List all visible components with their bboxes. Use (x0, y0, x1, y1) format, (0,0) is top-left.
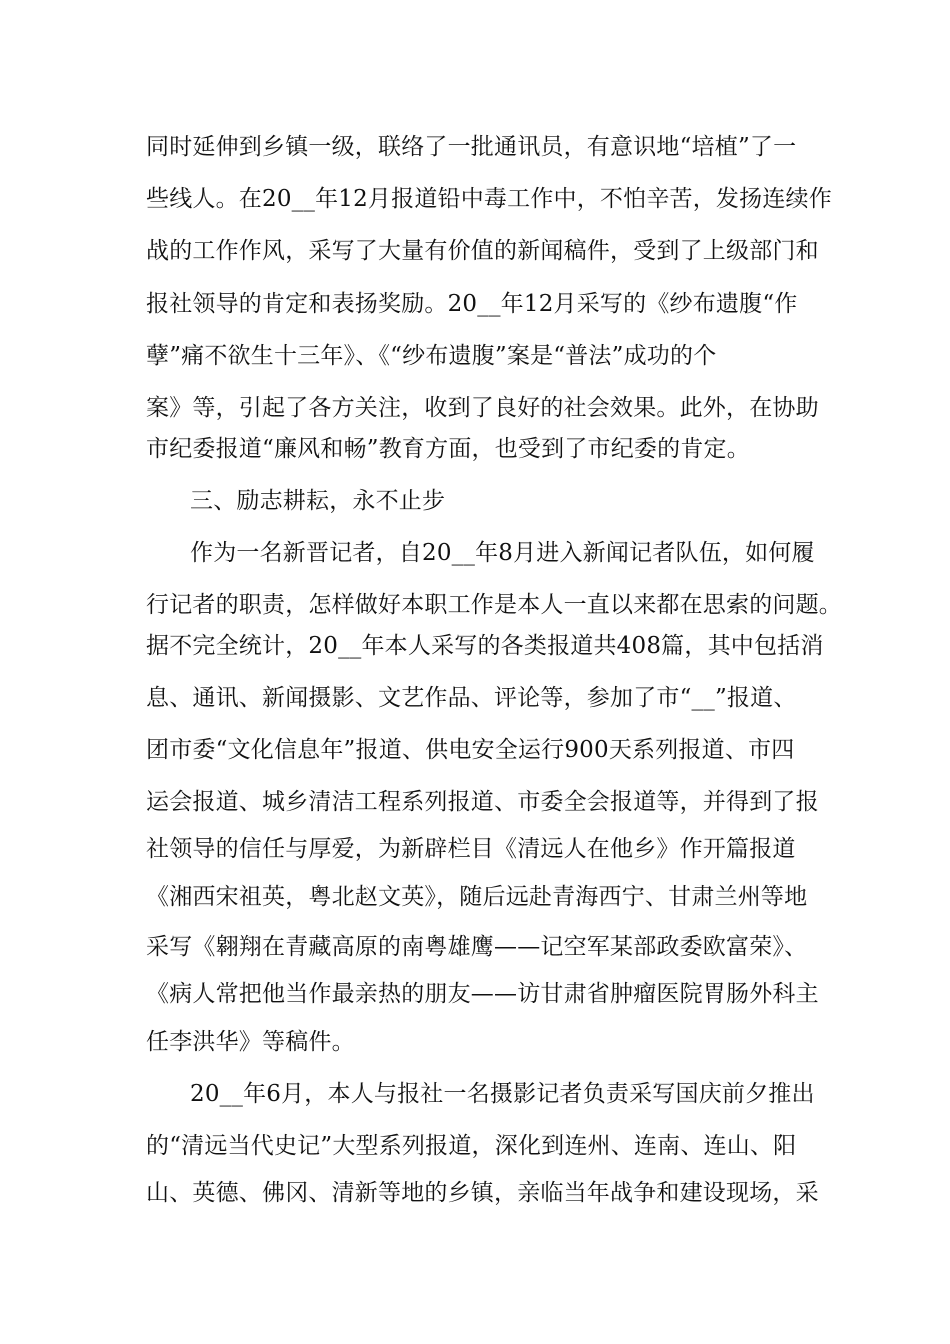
text-line: 行记者的职责，怎样做好本职工作是本人一直以来都在思索的问题。 (146, 592, 842, 618)
text-line: 的“清远当代史记”大型系列报道，深化到连州、连南、连山、阳 (146, 1133, 797, 1159)
text-line: 同时延伸到乡镇一级，联络了一批通讯员，有意识地“培植”了一 (146, 134, 797, 160)
text-line: 运会报道、城乡清洁工程系列报道、市委全会报道等，并得到了报 (146, 789, 819, 815)
section-heading: 三、励志耕耘，永不止步 (190, 488, 446, 514)
text-line: 孽”痛不欲生十三年》、《“纱布遗腹”案是“普法”成功的个 (146, 343, 717, 369)
text-line: 社领导的信任与厚爱，为新辟栏目《清远人在他乡》作开篇报道 (146, 836, 796, 862)
text-line: 《病人常把他当作最亲热的朋友——访甘肃省肿瘤医院胃肠外科主 (146, 981, 819, 1007)
text-line: 20__年6月，本人与报社一名摄影记者负责采写国庆前夕推出 (190, 1081, 815, 1107)
text-line: 市纪委报道“廉风和畅”教育方面，也受到了市纪委的肯定。 (146, 436, 750, 462)
text-line: 些线人。在20__年12月报道铅中毒工作中，不怕辛苦，发扬连续作 (146, 186, 832, 212)
text-line: 报社领导的肯定和表扬奖励。20__年12月采写的《纱布遗腹“作 (146, 291, 798, 317)
text-line: 团市委“文化信息年”报道、供电安全运行900天系列报道、市四 (146, 737, 795, 763)
text-line: 息、通讯、新闻摄影、文艺作品、评论等，参加了市“__”报道、 (146, 685, 797, 711)
text-line: 任李洪华》等稿件。 (146, 1029, 355, 1055)
text-line: 案》等，引起了各方关注，收到了良好的社会效果。此外，在协助 (146, 395, 819, 421)
text-line: 采写《翱翔在青藏高原的南粤雄鹰——记空军某部政委欧富荣》、 (146, 934, 808, 960)
text-line: 战的工作作风，采写了大量有价值的新闻稿件，受到了上级部门和 (146, 238, 819, 264)
text-line: 山、英德、佛冈、清新等地的乡镇，亲临当年战争和建设现场，采 (146, 1180, 819, 1206)
text-line: 《湘西宋祖英，粤北赵文英》，随后远赴青海西宁、甘肃兰州等地 (146, 884, 808, 910)
text-line: 作为一名新晋记者，自20__年8月进入新闻记者队伍，如何履 (190, 540, 815, 566)
text-line: 据不完全统计，20__年本人采写的各类报道共408篇，其中包括消 (146, 633, 824, 659)
